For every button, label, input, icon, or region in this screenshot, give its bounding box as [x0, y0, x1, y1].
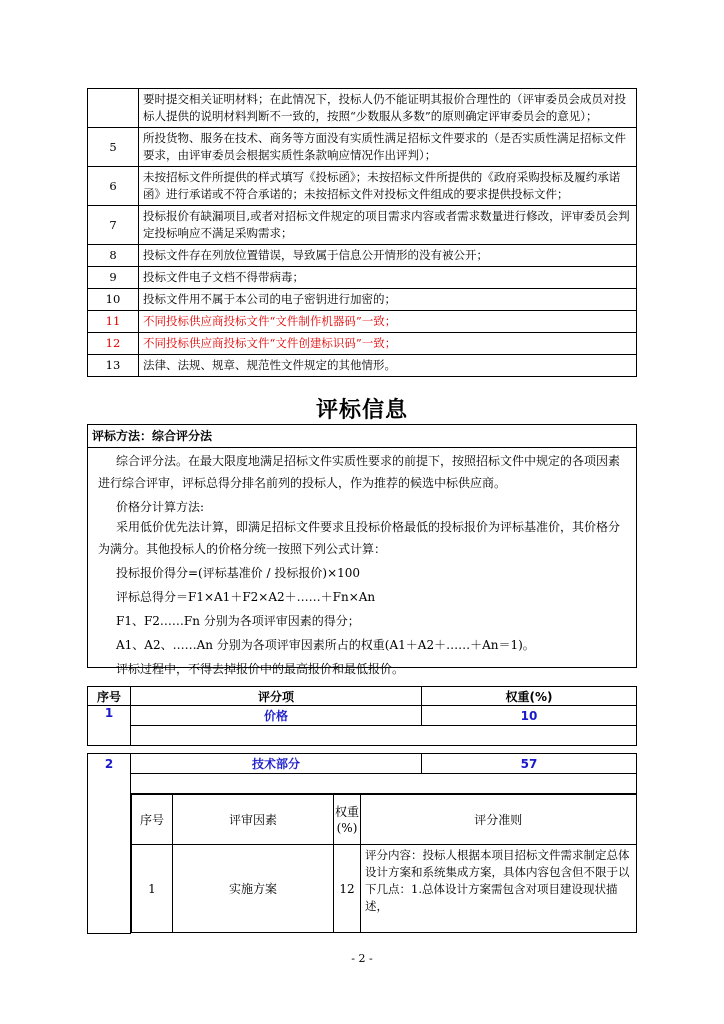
disqualify-row	[88, 267, 637, 289]
factor-name: 实施方案	[173, 845, 334, 933]
row-text: 法律、法规、规章、规范性文件规定的其他情形。	[139, 355, 637, 377]
row-number: 8	[88, 245, 139, 267]
inner-header-criteria: 评分准则	[361, 795, 637, 845]
row-number: 11	[88, 311, 139, 333]
inner-header-num: 序号	[132, 795, 173, 845]
row-number	[88, 89, 139, 128]
price-item: 价格	[131, 706, 422, 726]
section-heading: 评标信息	[315, 398, 408, 423]
header-weight: 权重(%)	[422, 687, 637, 706]
factor-num: 1	[132, 845, 173, 933]
disqualify-row	[88, 245, 637, 267]
formula-total: 评标总得分＝F1×A1＋F2×A2＋……＋Fn×An	[116, 590, 376, 604]
disqualify-row	[88, 333, 637, 355]
inner-header-weight: 权重(%)	[334, 795, 361, 845]
row-text: 投标文件电子文档不得带病毒；	[139, 267, 637, 289]
row-number: 5	[88, 128, 139, 167]
factor-weight: 12	[334, 845, 361, 933]
disqualify-row	[88, 311, 637, 333]
formula-price: 投标报价得分=(评标基准价 / 投标报价)×100	[116, 566, 361, 580]
tech-factor-table	[131, 794, 637, 933]
row-text: 不同投标供应商投标文件“文件创建标识码”一致；	[139, 333, 637, 355]
disqualify-row	[88, 289, 637, 311]
disqualify-row	[88, 206, 637, 245]
inner-header-factor: 评审因素	[173, 795, 334, 845]
factor-criteria: 评分内容：投标人根据本项目招标文件需求制定总体设计方案和系统集成方案，具体内容包含但不限于以下几点：1.总体设计方案需包含对项目建设现状描述，	[361, 845, 637, 933]
row-text: 不同投标供应商投标文件“文件制作机器码”一致；	[139, 311, 637, 333]
disqualify-row	[88, 128, 637, 167]
price-desc: 采用低价优先法计算，即满足招标文件要求且投标价格最低的投标报价为评标基准价，其价格分为满分。其他投标人的价格分统一按照下列公式计算：	[98, 520, 621, 556]
row-number: 6	[88, 167, 139, 206]
row-number: 10	[88, 289, 139, 311]
disqualify-row	[88, 167, 637, 206]
tech-item: 技术部分	[131, 754, 422, 774]
row-text: 所投货物、服务在技术、商务等方面没有实质性满足招标文件要求的（是否实质性满足招标文件要求，由评审委员会根据实质性条款响应情况作出评判）；	[139, 128, 637, 167]
evaluation-note: 评标过程中，不得去掉报价中的最高报价和最低报价。	[116, 662, 405, 676]
header-item: 评分项	[131, 687, 422, 706]
row-number: 12	[88, 333, 139, 355]
row-text: 投标文件存在列放位置错误，导致属于信息公开情形的没有被公开；	[139, 245, 637, 267]
f-description: F1、F2……Fn 分别为各项评审因素的得分；	[116, 614, 360, 628]
scoring-table	[87, 686, 637, 934]
tech-weight: 57	[422, 754, 637, 774]
row-text: 投标文件用不属于本公司的电子密钥进行加密的；	[139, 289, 637, 311]
header-num: 序号	[88, 687, 131, 706]
tech-blank-row	[131, 774, 637, 794]
row-number: 7	[88, 206, 139, 245]
disqualify-row	[88, 89, 637, 128]
price-num: 1	[88, 706, 131, 746]
spacer-row	[88, 746, 637, 754]
evaluation-method-box	[87, 424, 637, 676]
method-title: 评标方法：综合评分法	[88, 425, 636, 448]
price-weight: 10	[422, 706, 637, 726]
page-number: - 2 -	[351, 952, 373, 965]
row-number: 9	[88, 267, 139, 289]
disqualify-row	[88, 355, 637, 377]
a-description: A1、A2、……An 分别为各项评审因素所占的权重(A1＋A2＋……＋An＝1)。	[116, 638, 535, 652]
tech-num: 2	[88, 754, 131, 934]
price-blank-row	[131, 726, 637, 746]
row-text: 未按招标文件所提供的样式填写《投标函》；未按招标文件所提供的《政府采购投标及履约承诺函》进行承诺或不符合承诺的；未按招标文件对投标文件组成的要求提供投标文件；	[139, 167, 637, 206]
price-title: 价格分计算方法:	[116, 500, 205, 514]
row-number: 13	[88, 355, 139, 377]
disqualification-table	[87, 88, 637, 377]
row-text: 要时提交相关证明材料；在此情况下，投标人仍不能证明其报价合理性的（评审委员会成员对投标人提供的说明材料判断不一致的，按照“少数服从多数”的原则确定评审委员会的意见）；	[139, 89, 637, 128]
method-intro: 综合评分法。在最大限度地满足招标文件实质性要求的前提下，按照招标文件中规定的各项因素进行综合评审，评标总得分排名前列的投标人，作为推荐的候选中标供应商。	[98, 454, 621, 490]
row-text: 投标报价有缺漏项目,或者对招标文件规定的项目需求内容或者需求数量进行修改，评审委员会判定投标响应不满足采购需求；	[139, 206, 637, 245]
